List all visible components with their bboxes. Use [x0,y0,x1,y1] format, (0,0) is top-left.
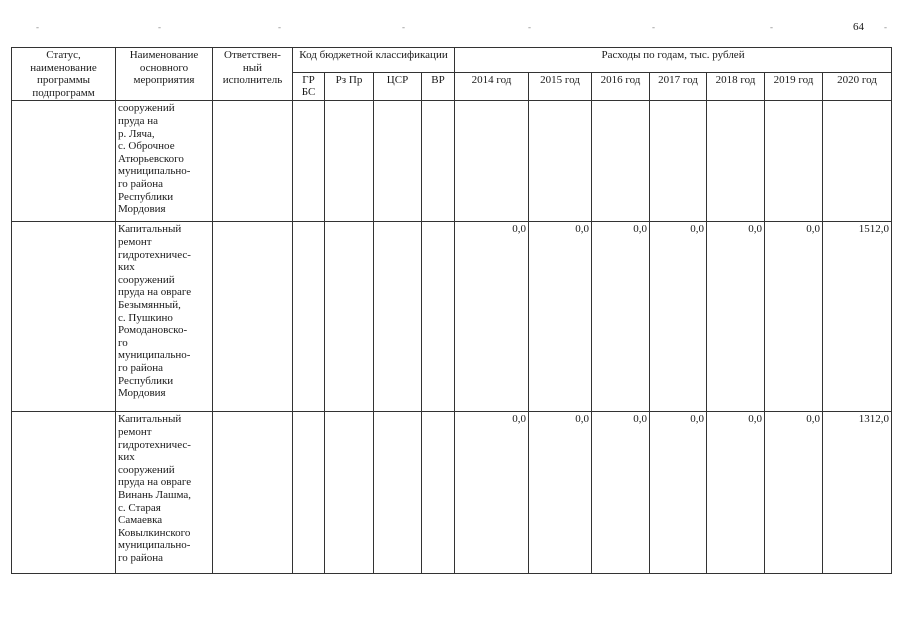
measure-name-line: сооружений [118,463,175,476]
status-cell [12,222,116,412]
code-cell-csr [374,101,422,222]
code-cell-csr [374,412,422,574]
code-cell-grbs [293,222,325,412]
code-cell-rzpr [325,101,374,222]
measure-name-line: Самаевка [118,514,163,527]
header-status: Статус, наименование программы подпрограмм [12,48,116,101]
header-name: Наименование основного мероприятия [116,48,213,101]
measure-name-cell [116,101,213,222]
page-number: 64 [853,21,864,33]
measure-name-line: Республики [118,190,174,203]
code-cell-vr [422,412,455,574]
measure-name-line: муниципально- [118,165,191,178]
measure-name-line: с. Пушкино [118,311,173,324]
measure-name-line: с. Старая [118,501,161,514]
header-year-2015: 2015 год [529,72,592,101]
measure-name-line: ремонт [118,425,152,438]
measure-name-line: го района [118,361,164,374]
code-cell-grbs [293,412,325,574]
measure-name-line: ких [118,451,135,464]
header-year-2019: 2019 год [765,72,823,101]
measure-name-line: Безымянный, [118,298,181,311]
expense-cell-2019: 0,0 [765,222,823,412]
table-row [12,101,892,222]
expense-cell-2014 [455,101,529,222]
measure-name-line: Капитальный [118,223,182,236]
header-year-2018: 2018 год [707,72,765,101]
code-cell-vr [422,222,455,412]
measure-name-cell [116,412,213,574]
budget-table [11,47,892,574]
code-cell-grbs [293,101,325,222]
measure-name-line: Ромодановско- [118,324,188,337]
measure-name-line: Атюрьевского [118,152,184,165]
expense-cell-2014: 0,0 [455,412,529,574]
header-code-csr: ЦСР [374,72,422,101]
table-row [12,412,892,574]
measure-name-line: го района [118,551,164,564]
responsible-cell [213,412,293,574]
header-code-vr: ВР [422,72,455,101]
header-code-rzpr: Рз Пр [325,72,374,101]
measure-name-line: с. Оброчное [118,140,175,153]
measure-name-line: Мордовия [118,387,166,400]
responsible-cell [213,222,293,412]
measure-name-line: Ковылкинского [118,526,191,539]
measure-name-line: пруда на [118,114,159,127]
expense-cell-2015: 0,0 [529,412,592,574]
responsible-cell [213,101,293,222]
expense-cell-2016: 0,0 [592,412,650,574]
status-cell [12,101,116,222]
header-expenses: Расходы по годам, тыс. рублей [455,48,892,73]
code-cell-rzpr [325,412,374,574]
measure-name-line: сооружений [118,102,175,115]
header-year-2017: 2017 год [650,72,707,101]
expense-cell-2017 [650,101,707,222]
expense-cell-2018: 0,0 [707,222,765,412]
expense-cell-2016 [592,101,650,222]
header-year-2014: 2014 год [455,72,529,101]
expense-cell-2020: 1512,0 [823,222,892,412]
code-cell-rzpr [325,222,374,412]
code-cell-csr [374,222,422,412]
code-cell-vr [422,101,455,222]
measure-name-line: Мордовия [118,203,166,216]
measure-name-line: Республики [118,374,174,387]
expense-cell-2018 [707,101,765,222]
measure-name-line: го района [118,177,164,190]
measure-name-line: Винань Лашма, [118,488,191,501]
measure-name-line: р. Ляча, [118,127,155,140]
header-budget-code: Код бюджетной классификации [293,48,455,73]
expense-cell-2016: 0,0 [592,222,650,412]
expense-cell-2018: 0,0 [707,412,765,574]
header-responsible: Ответствен-ный исполнитель [213,48,293,101]
expense-cell-2017: 0,0 [650,222,707,412]
table-row [12,222,892,412]
expense-cell-2020: 1312,0 [823,412,892,574]
measure-name-line: муниципально- [118,349,191,362]
expense-cell-2015: 0,0 [529,222,592,412]
expense-cell-2015 [529,101,592,222]
measure-name-line: ких [118,261,135,274]
measure-name-line: сооружений [118,273,175,286]
expense-cell-2019: 0,0 [765,412,823,574]
expense-cell-2020 [823,101,892,222]
measure-name-line: пруда на овраге [118,476,192,489]
measure-name-line: го [118,336,128,349]
header-year-2020: 2020 год [823,72,892,101]
measure-name-line: Капитальный [118,413,182,426]
status-cell [12,412,116,574]
expense-cell-2017: 0,0 [650,412,707,574]
expense-cell-2014: 0,0 [455,222,529,412]
measure-name-line: гидротехничес- [118,248,191,261]
measure-name-line: гидротехничес- [118,438,191,451]
measure-name-line: муниципально- [118,539,191,552]
measure-name-line: ремонт [118,235,152,248]
header-code-grbs: ГР БС [293,72,325,101]
expense-cell-2019 [765,101,823,222]
measure-name-cell [116,222,213,412]
measure-name-line: пруда на овраге [118,286,192,299]
header-year-2016: 2016 год [592,72,650,101]
